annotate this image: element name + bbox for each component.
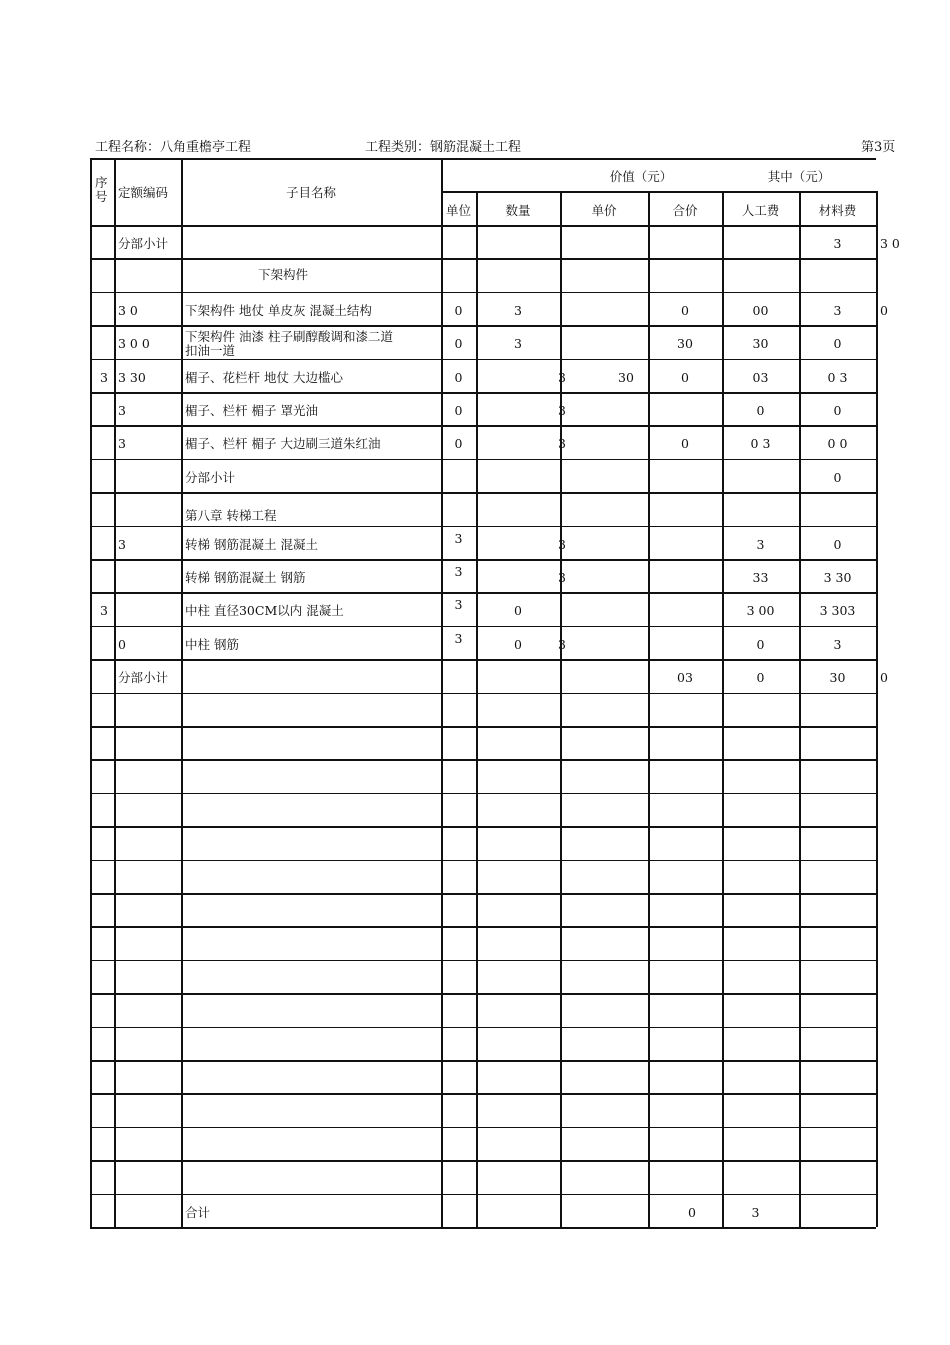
column-line [90,158,92,1227]
row-item-name-2: 扣油一道 [185,343,236,359]
row-unit: 3 [454,630,463,646]
row-item-name: 中柱 直径30CM以内 混凝土 [185,603,344,619]
row-extra: 3 0 [880,236,900,251]
row-labor: 0 [756,403,765,418]
row-line [90,258,876,260]
row-quota-code: 0 [118,636,126,652]
row-item-name: 转梯 钢筋混凝土 钢筋 [185,570,306,585]
row-line [90,1227,876,1229]
row-line [90,325,876,327]
row-material: 0 [833,336,842,352]
column-line [441,158,443,1227]
row-unit: 0 [454,302,463,318]
row-line [90,392,876,394]
quantity-header: 数量 [505,203,531,218]
row-line [90,1194,876,1196]
row-quota-code: 3 30 [118,369,146,385]
row-line [90,425,876,427]
row-line [90,693,876,695]
row-line [90,359,876,361]
row-quota-code: 分部小计 [118,236,169,251]
column-line [876,191,878,1227]
row-item-name: 下架构件 [258,267,309,283]
row-unit-price: 3 [558,369,566,385]
row-line [90,225,876,227]
among-group-header: 其中（元） [767,169,831,184]
row-labor: 30 [752,336,769,352]
row-item-name: 楣子、花栏杆 地仗 大边槛心 [185,369,343,385]
row-material: 3 [833,302,842,318]
row-item-name: 楣子、栏杆 楣子 大边刷三道朱红油 [185,436,381,452]
row-labor: 3 [756,536,765,552]
labor-header: 人工费 [741,203,780,218]
row-quantity: 3 [514,302,522,318]
row-item-name: 下架构件 油漆 柱子刷醇酸调和漆二道 [185,329,393,345]
row-quota-code: 3 [118,536,126,552]
row-material: 3 30 [823,570,852,585]
value-group-header: 价值（元） [609,169,673,184]
row-unit: 0 [454,436,463,452]
row-labor: 03 [752,369,769,385]
row-line [90,1060,876,1062]
row-unit: 3 [454,564,463,579]
total-label: 合计 [185,1204,211,1220]
column-line [114,158,116,1227]
quota-code-header: 定额编码 [118,185,169,200]
column-line [181,158,183,1227]
row-material: 0 3 [827,369,848,385]
row-line [90,659,876,661]
row-total-price: 0 [681,436,689,452]
row-seq: 3 [100,369,108,385]
row-line [90,559,876,561]
row-unit: 3 [454,530,463,546]
row-labor: 0 3 [750,436,771,452]
row-labor: 33 [752,570,769,585]
row-line [90,826,876,828]
row-unit: 3 [454,597,463,613]
row-line [90,1093,876,1095]
seq-header: 序 号 [95,175,108,204]
project-type: 工程类别：钢筋混凝土工程 [365,140,522,155]
row-quantity: 0 [514,603,522,619]
column-line [560,191,562,1227]
row-seq: 3 [100,603,108,619]
row-unit-price: 3 [558,636,566,652]
header-mid-line [441,191,876,193]
row-total-price: 03 [677,670,693,686]
row-unit: 0 [454,403,463,418]
row-quantity: 3 [514,336,522,352]
row-quota-code: 分部小计 [118,670,169,686]
row-line [90,893,876,895]
row-material: 3 [833,636,842,652]
row-unit-price: 3 [558,403,566,418]
row-item-name: 分部小计 [185,469,236,485]
row-line [90,726,876,728]
total-labor: 3 [751,1204,760,1220]
row-material: 0 [833,403,842,418]
row-line [90,1127,876,1129]
row-unit: 0 [454,369,463,385]
row-labor: 0 [756,670,765,686]
row-line [90,592,876,594]
row-quota-code: 3 0 0 [118,336,150,352]
table-top-border [90,158,876,160]
row-labor: 0 [756,636,765,652]
row-line [90,993,876,995]
row-material: 30 [829,670,846,686]
row-quota-code: 3 [118,436,126,452]
row-material: 0 0 [827,436,848,452]
row-line [90,459,876,461]
row-quota-code: 3 [118,403,126,418]
row-line [90,926,876,928]
row-line [90,626,876,628]
row-line [90,1027,876,1029]
row-item-name: 转梯 钢筋混凝土 混凝土 [185,536,318,552]
row-total-price: 30 [677,336,693,352]
row-quantity: 0 [514,636,522,652]
row-item-name: 下架构件 地仗 单皮灰 混凝土结构 [185,302,372,318]
row-line [90,860,876,862]
row-total-price: 0 [681,302,689,318]
page-number: 第3页 [861,140,896,155]
unit-price-header: 单价 [591,203,617,218]
row-unit-price: 3 [558,570,566,585]
row-line [90,292,876,294]
row-line [90,492,876,494]
row-labor: 00 [752,302,769,318]
row-extra: 0 [880,670,888,686]
row-line [90,526,876,528]
row-unit-price: 3 [558,536,566,552]
row-line [90,960,876,962]
row-extra: 0 [880,302,888,318]
row-item-name: 第八章 转梯工程 [185,508,277,524]
row-unit: 0 [454,336,463,352]
row-line [90,793,876,795]
material-header: 材料费 [818,203,857,218]
row-material: 3 [833,236,842,251]
row-quota-code: 3 0 [118,302,138,318]
row-item-name: 中柱 钢筋 [185,636,239,652]
row-labor: 3 00 [746,603,775,619]
project-name: 工程名称：八角重檐亭工程 [95,140,252,155]
total-value: 0 [688,1204,696,1220]
item-name-header: 子目名称 [285,185,336,200]
unit-header: 单位 [445,203,471,218]
row-total-price: 0 [681,369,689,385]
row-material: 0 [833,536,842,552]
row-line [90,759,876,761]
row-material: 0 [833,469,842,485]
row-material: 3 303 [819,603,856,619]
row-line [90,1160,876,1162]
row-item-name: 楣子、栏杆 楣子 罩光油 [185,403,318,418]
total-price-header: 合价 [672,203,698,218]
row-unit-price: 3 [558,436,566,452]
row-unit-price-2: 30 [618,369,634,385]
